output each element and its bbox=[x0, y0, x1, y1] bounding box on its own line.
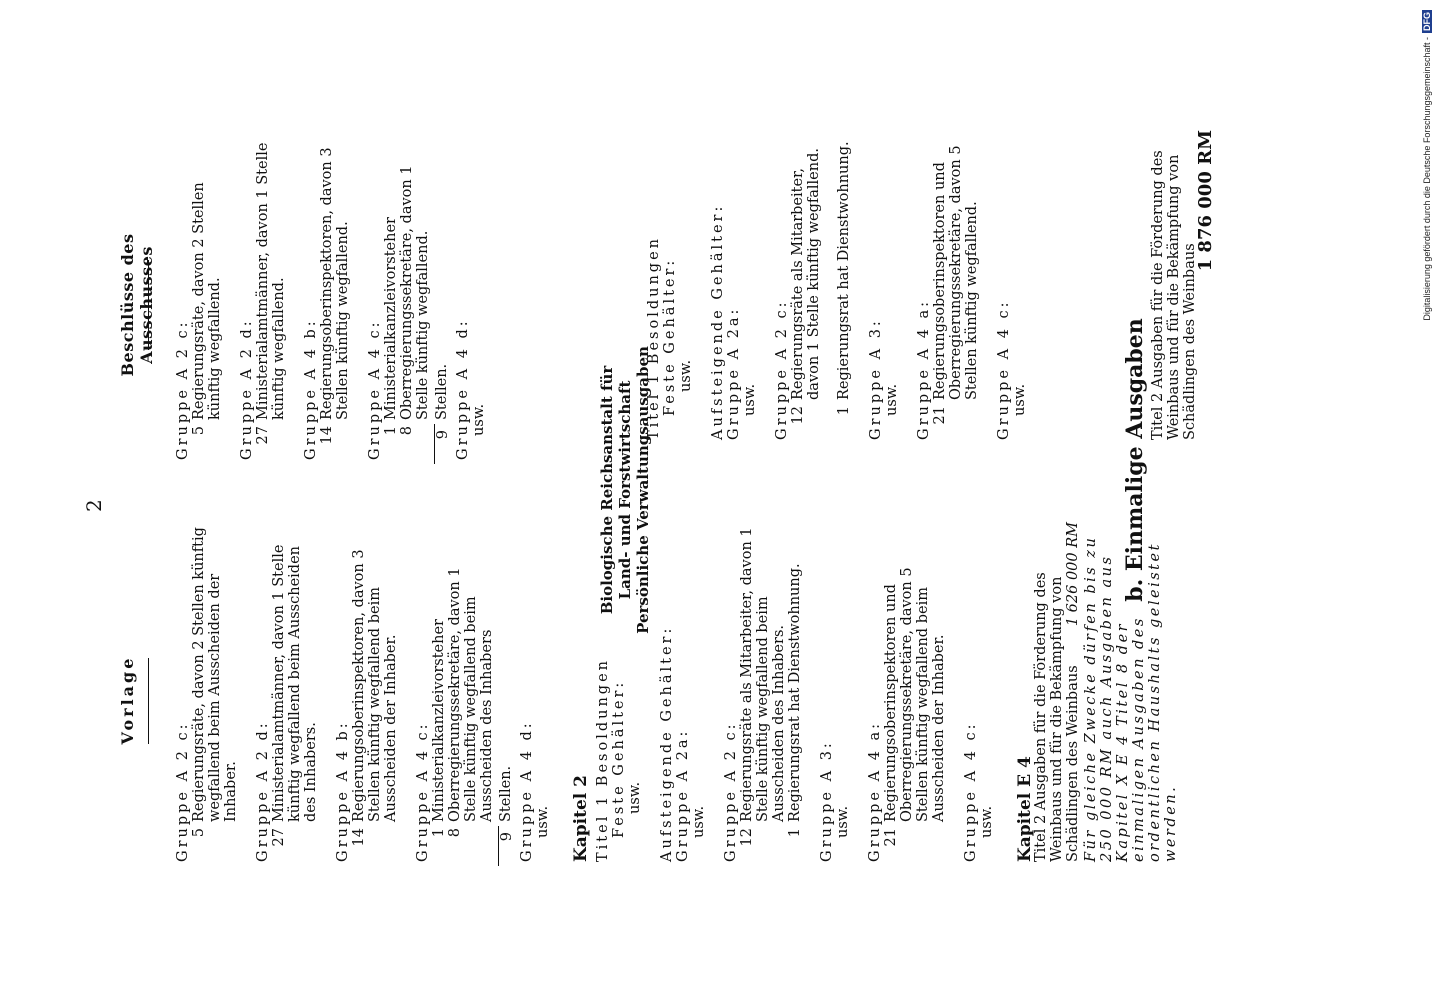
list-item: 12 Regierungsräte als Mitarbeiter, davon 1 Stelle künftig wegfallend. bbox=[790, 148, 822, 425]
page-number: 2 bbox=[82, 499, 106, 512]
dfg-logo: DFG bbox=[1422, 12, 1432, 31]
group-label: Gruppe A 4 c: bbox=[963, 721, 979, 862]
kapitel-e4-text: Titel 2 Ausgaben für die Förderung des Weinbaus und für die Bekämpfung von Schädlingen des Weinbaus 1 626 000 RM bbox=[1033, 522, 1081, 862]
list-item: 8 Oberregierungssekretäre, davon 1 Stelle künftig wegfallend beim Ausscheiden des Inhabers bbox=[447, 567, 495, 838]
list-item: 5 Regierungsräte, davon 2 Stellen künftig wegfallend beim Ausscheiden der Inhaber. bbox=[191, 527, 239, 838]
aufsteigende-gehaelter: Aufsteigende Gehälter: bbox=[710, 203, 726, 440]
group-label: Gruppe A 4 c: bbox=[996, 299, 1012, 440]
group-label: Gruppe A 4 d: bbox=[455, 318, 471, 460]
group-label: Gruppe A 4 a: bbox=[867, 720, 883, 862]
list-item: 27 Ministerialamtmänner, davon 1 Stelle künftig wegfallend. bbox=[255, 142, 287, 445]
einmalige-ausgaben-heading: b. Einmalige Ausgaben bbox=[1122, 318, 1148, 602]
group-label: Gruppe A 4 b: bbox=[335, 720, 351, 862]
group-label: Gruppe A 2 d: bbox=[239, 318, 255, 460]
aufsteigende-gehaelter: Aufsteigende Gehälter: bbox=[659, 625, 675, 862]
list-item: 1 Regierungsrat hat Dienstwohnung. bbox=[836, 141, 852, 416]
usw-text: usw. bbox=[835, 805, 851, 838]
group-label: Gruppe A 4 a: bbox=[916, 298, 932, 440]
usw-text: usw. bbox=[678, 359, 694, 392]
dfg-credit bbox=[1421, 10, 1433, 400]
group-label: Gruppe A 2 c: bbox=[774, 299, 790, 440]
right-column-title: Beschlüsse des Ausschusses bbox=[118, 233, 156, 377]
list-item: 1 Regierungsrat hat Dienstwohnung. bbox=[787, 563, 803, 838]
einmalige-amount: 1 876 000 RM bbox=[1195, 130, 1216, 272]
group-label: Gruppe A 4 c: bbox=[367, 319, 383, 460]
group-label: Gruppe A 2 d: bbox=[255, 720, 271, 862]
group-label: Gruppe A 2 c: bbox=[175, 721, 191, 862]
usw-text: usw. bbox=[535, 805, 551, 838]
feste-gehaelter: Feste Gehälter: bbox=[611, 679, 627, 838]
dfg-credit-text: Digitalisierung gefördert durch die Deutsche Forschungsgemeinschaft - bbox=[1422, 37, 1432, 321]
kapitel-e4-label: Kapitel E 4 bbox=[1015, 756, 1035, 862]
total-row: 9 Stellen. bbox=[434, 130, 451, 460]
feste-gehaelter: Feste Gehälter: bbox=[662, 257, 678, 416]
list-item: 5 Regierungsräte, davon 2 Stellen künftig wegfallend. bbox=[191, 182, 223, 436]
usw-text: usw. bbox=[1012, 383, 1028, 416]
list-item: 14 Regierungsoberinspektoren, davon 3 Stellen künftig wegfallend beim Ausscheiden der Inhaber. bbox=[351, 549, 399, 847]
list-item: 12 Regierungsräte als Mitarbeiter, davon 1 Stelle künftig wegfallend beim Ausscheiden des Inhabers. bbox=[739, 527, 787, 847]
right-title-rule bbox=[148, 260, 149, 350]
list-item: 1 Ministerialkanzleivorsteher bbox=[383, 217, 399, 436]
list-item: 8 Oberregierungssekretäre, davon 1 Stelle künftig wegfallend. bbox=[399, 165, 431, 436]
usw-text: usw. bbox=[884, 383, 900, 416]
left-column-title: Vorlage bbox=[118, 655, 137, 745]
group-label: Gruppe A 2 c: bbox=[723, 721, 739, 862]
usw-text: usw. bbox=[627, 781, 643, 814]
usw-text: usw. bbox=[979, 805, 995, 838]
reichsanstalt-heading: Biologische Reichsanstalt für Land- und Forstwirtschaft bbox=[598, 365, 634, 615]
section-heading bbox=[598, 340, 652, 640]
left-groups bbox=[175, 522, 1179, 862]
right-kapitel-2 bbox=[646, 130, 1028, 440]
einmalige-text: Titel 2 Ausgaben für die Förderung des Weinbaus und für die Bekämpfung von Schädlingen des Weinbaus 1 876 000 RM bbox=[1150, 130, 1216, 440]
right-groups bbox=[175, 130, 487, 460]
kapitel-2-label: Kapitel 2 bbox=[571, 774, 591, 862]
usw-text: usw. bbox=[742, 383, 758, 416]
kapitel-e4-note: Für gleiche Zwecke dürfen bis zu 250 000 RM auch Ausgaben aus Kapitel X E 4 Titel 8 der einmaligen Ausgaben des ordentlichen Haushalts geleistet werden. bbox=[1083, 535, 1179, 862]
list-item: 21 Regierungsoberinspektoren und Oberregierungssekretäre, davon 5 Stellen künftig wegfallend beim Ausscheiden der Inhaber. bbox=[883, 567, 947, 847]
group-label: Gruppe A 2a: bbox=[675, 728, 691, 862]
kapitel-e4-amount: 1 626 000 RM bbox=[1065, 522, 1081, 627]
titel-1-line: Titel 1 Besoldungen bbox=[595, 657, 611, 862]
list-item: 14 Regierungsoberinspektoren, davon 3 Stellen künftig wegfallend. bbox=[319, 147, 351, 445]
group-label: Gruppe A 4 d: bbox=[519, 720, 535, 862]
group-label: Gruppe A 4 b: bbox=[303, 318, 319, 460]
group-label: Gruppe A 3: bbox=[868, 318, 884, 440]
list-item: 21 Regierungsoberinspektoren und Oberregierungssekretäre, davon 5 Stellen künftig wegfallend. bbox=[932, 145, 980, 425]
verwaltungsausgaben-heading: Persönliche Verwaltungsausgaben bbox=[634, 346, 652, 634]
titel-1-line: Titel 1 Besoldungen bbox=[646, 235, 662, 440]
right-einmalige bbox=[1150, 130, 1214, 440]
group-label: Gruppe A 4 c: bbox=[415, 721, 431, 862]
left-title-rule bbox=[148, 658, 149, 744]
group-label: Gruppe A 2a: bbox=[726, 306, 742, 440]
list-item: 1 Ministerialkanzleivorsteher bbox=[431, 619, 447, 838]
group-label: Gruppe A 3: bbox=[819, 740, 835, 862]
list-item: 27 Ministerialamtmänner, davon 1 Stelle künftig wegfallend beim Ausscheiden des Inhabers. bbox=[271, 544, 319, 847]
group-label: Gruppe A 2 c: bbox=[175, 319, 191, 460]
usw-text: usw. bbox=[471, 403, 487, 436]
total-row: 9 Stellen. bbox=[498, 522, 515, 862]
usw-text: usw. bbox=[691, 805, 707, 838]
